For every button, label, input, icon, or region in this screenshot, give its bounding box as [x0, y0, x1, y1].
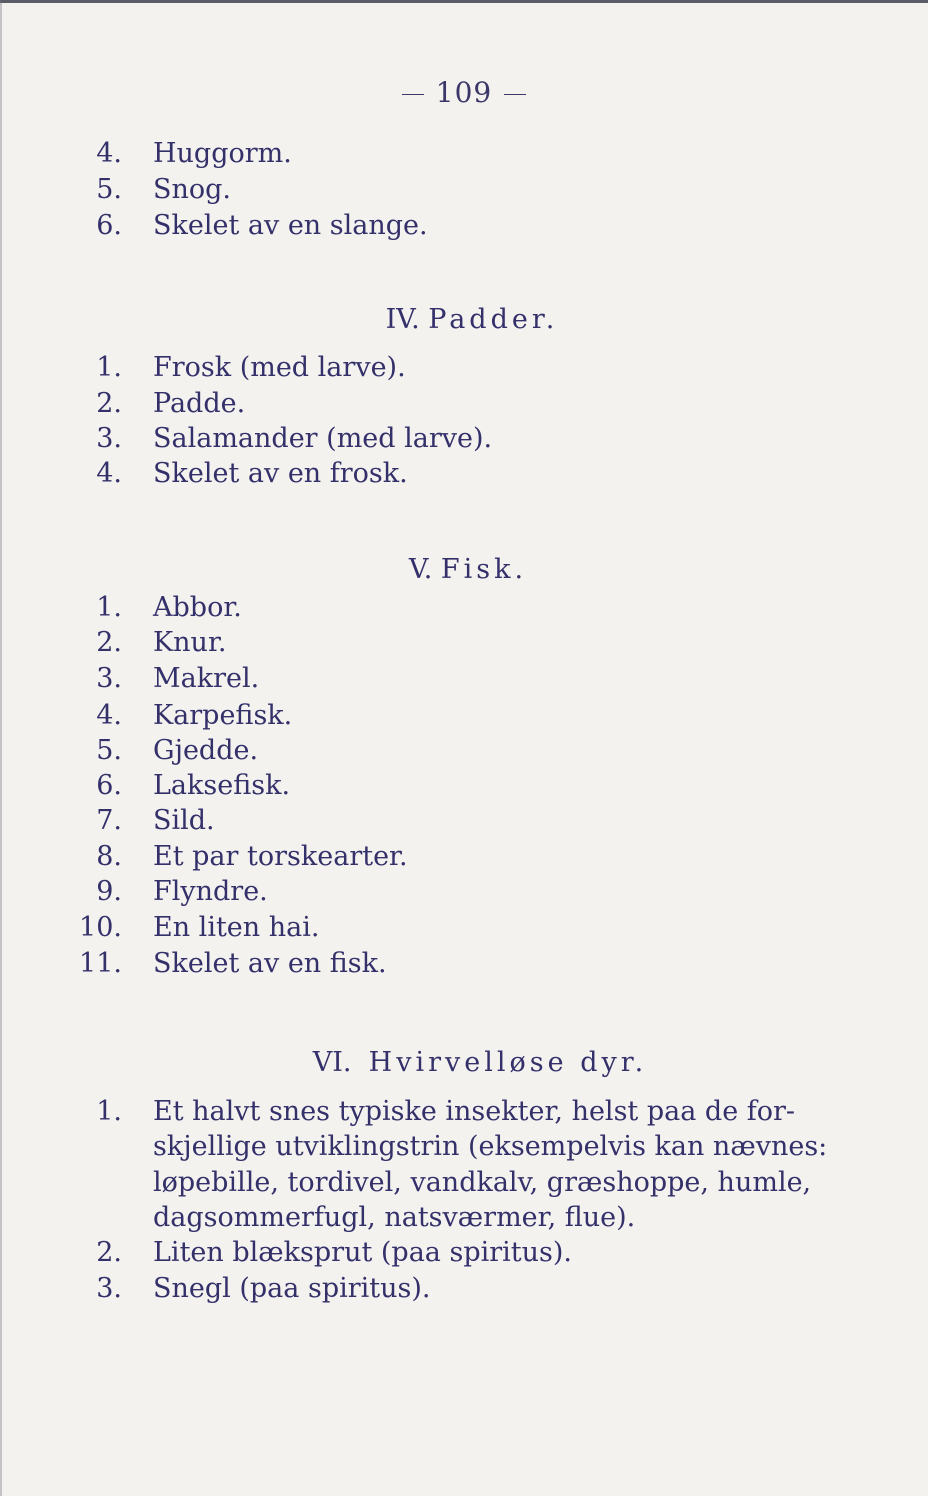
section-title: Fisk.	[440, 554, 528, 585]
page-left-edge	[0, 0, 2, 1496]
item-text: Laksefisk.	[153, 770, 291, 801]
item-number: 4.	[96, 138, 122, 169]
paragraph-line: Et halvt snes typiske insekter, helst paa de for-	[153, 1096, 796, 1127]
section-heading-vi	[0, 1045, 928, 1081]
item-text: Snegl (paa spiritus).	[153, 1273, 431, 1304]
item-text: Knur.	[153, 627, 227, 658]
section-title: Hvirvelløse dyr.	[368, 1047, 648, 1078]
item-text: Et par torskearter.	[153, 841, 408, 872]
paragraph-line: dagsommerfugl, natsværmer, flue).	[153, 1202, 636, 1233]
item-text: Skelet av en slange.	[153, 210, 428, 241]
item-number: 10.	[79, 912, 122, 943]
item-number: 11.	[79, 948, 122, 979]
item-text: Skelet av en fisk.	[153, 948, 387, 979]
section-heading-v	[0, 552, 928, 588]
item-number: 7.	[96, 805, 122, 836]
item-text: Flyndre.	[153, 876, 268, 907]
item-number: 8.	[96, 841, 122, 872]
item-text: Skelet av en frosk.	[153, 458, 408, 489]
item-number: 1.	[96, 352, 122, 383]
item-text: Makrel.	[153, 663, 260, 694]
section-numeral: V.	[408, 554, 433, 585]
item-text: Salamander (med larve).	[153, 423, 493, 454]
item-text: Gjedde.	[153, 735, 259, 766]
item-text: En liten hai.	[153, 912, 320, 943]
item-number: 4.	[96, 458, 122, 489]
item-number: 9.	[96, 876, 122, 907]
page-number	[0, 76, 928, 109]
paragraph-line: løpebille, tordivel, vandkalv, græshoppe, humle,	[153, 1167, 812, 1198]
page-number-dash-left	[402, 94, 424, 95]
paragraph-line: skjellige utviklingstrin (eksempelvis kan nævnes:	[153, 1131, 828, 1162]
item-number: 5.	[96, 735, 122, 766]
item-number: 2.	[96, 388, 122, 419]
item-number: 6.	[96, 210, 122, 241]
item-number: 3.	[96, 1273, 122, 1304]
item-number: 1.	[96, 592, 122, 623]
page-number-dash-right	[504, 94, 526, 95]
item-text: Liten blæksprut (paa spiritus).	[153, 1237, 573, 1268]
page-number-text: 109	[435, 76, 493, 109]
item-text: Karpefisk.	[153, 700, 293, 731]
item-number: 2.	[96, 1237, 122, 1268]
item-number: 2.	[96, 627, 122, 658]
section-numeral: IV.	[385, 304, 420, 335]
item-number: 1.	[96, 1096, 122, 1127]
item-text: Abbor.	[153, 592, 242, 623]
item-number: 5.	[96, 174, 122, 205]
item-number: 3.	[96, 663, 122, 694]
page-top-edge	[0, 0, 928, 3]
item-number: 4.	[96, 700, 122, 731]
section-title: Padder.	[428, 304, 559, 335]
item-text: Padde.	[153, 388, 246, 419]
item-text: Snog.	[153, 174, 232, 205]
item-text: Huggorm.	[153, 138, 292, 169]
item-text: Sild.	[153, 805, 215, 836]
section-heading-iv	[0, 302, 928, 338]
item-number: 6.	[96, 770, 122, 801]
item-number: 3.	[96, 423, 122, 454]
item-text: Frosk (med larve).	[153, 352, 406, 383]
section-numeral: VI.	[312, 1047, 352, 1078]
